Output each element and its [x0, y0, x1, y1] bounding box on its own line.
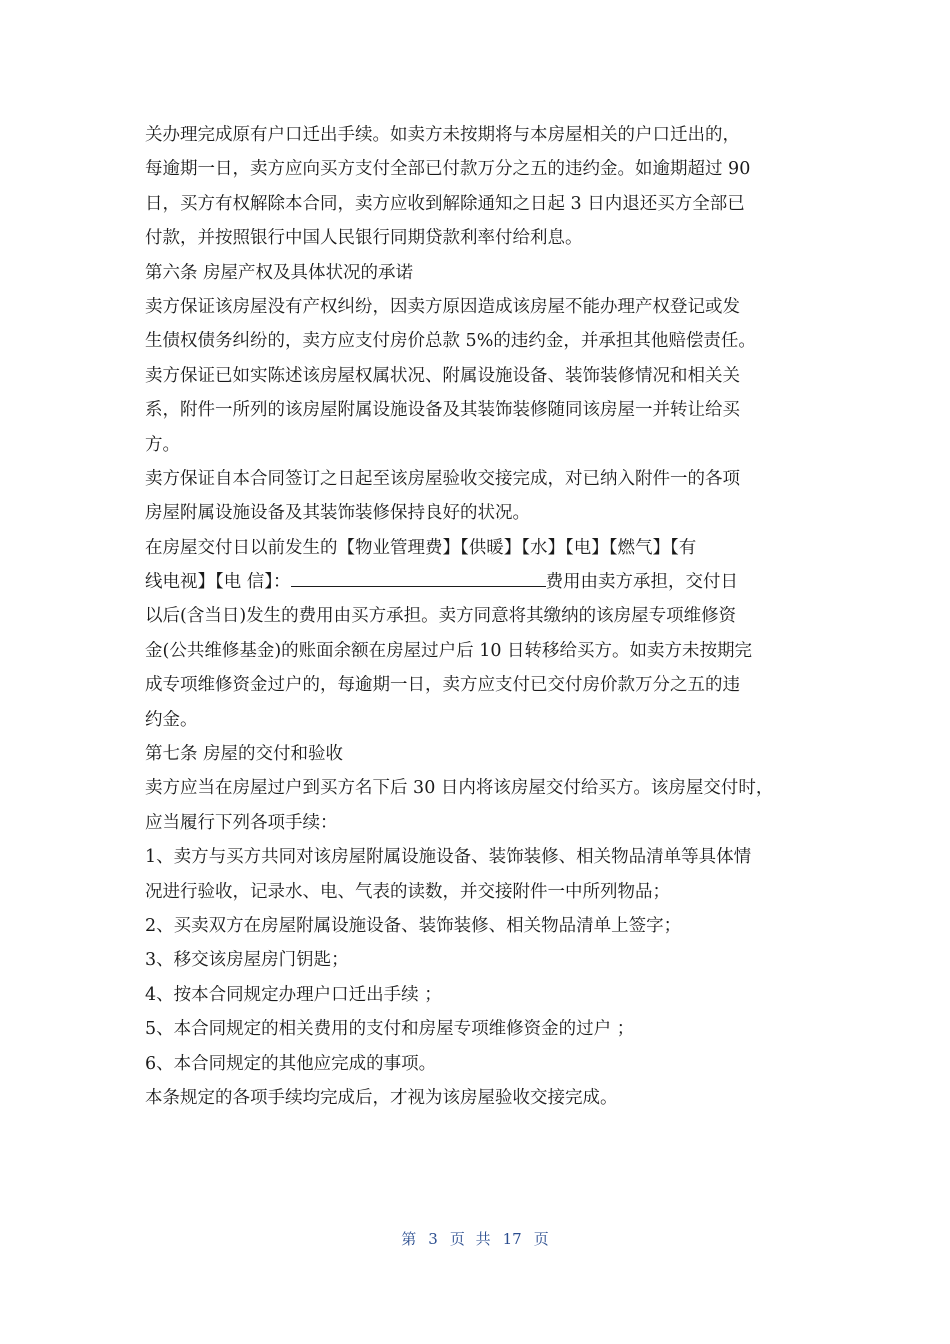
paragraph-line: 付款，并按照银行中国人民银行同期贷款利率付给利息。	[145, 228, 583, 249]
section-heading: 第六条 房屋产权及具体状况的承诺	[145, 262, 414, 283]
paragraph-line: 卖方保证该房屋没有产权纠纷，因卖方原因造成该房屋不能办理产权登记或发	[145, 296, 740, 317]
paragraph-line: 卖方应当在房屋过户到买方名下后 30 日内将该房屋交付给买方。该房屋交付时，	[145, 778, 774, 799]
paragraph-line: 关办理完成原有户口迁出手续。如卖方未按期将与本房屋相关的户口迁出的，	[145, 125, 740, 145]
fill-in-blank	[291, 568, 546, 587]
paragraph-line: 本条规定的各项手续均完成后，才视为该房屋验收交接完成。	[145, 1087, 618, 1108]
paragraph-line-with-blank	[145, 565, 815, 599]
list-item: 况进行验收，记录水、电、气表的读数，并交接附件一中所列物品；	[145, 881, 670, 902]
total-pages-number: 17	[502, 1230, 522, 1248]
paragraph-line: 日，买方有权解除本合同，卖方应收到解除通知之日起 3 日内退还买方全部已	[145, 193, 745, 214]
page-label-mid: 页 共	[449, 1230, 491, 1248]
section-heading: 第七条 房屋的交付和验收	[145, 744, 344, 765]
paragraph-line: 在房屋交付日以前发生的【物业管理费】【供暖】【水】【电】【燃气】【有	[145, 537, 697, 558]
page-label-pre: 第	[401, 1230, 417, 1248]
paragraph-line: 房屋附属设施设备及其装饰装修保持良好的状况。	[145, 503, 530, 524]
paragraph-line: 每逾期一日，卖方应向买方支付全部已付款万分之五的违约金。如逾期超过 90	[145, 159, 751, 180]
text-after-blank: 费用由卖方承担，交付日	[545, 572, 739, 593]
document-body	[145, 118, 815, 1115]
list-item: 5、本合同规定的相关费用的支付和房屋专项维修资金的过户 ；	[145, 1019, 635, 1040]
paragraph-line: 金(公共维修基金)的账面余额在房屋过户后 10 日转移给买方。如卖方未按期完	[145, 640, 753, 661]
paragraph-line: 应当履行下列各项手续：	[145, 812, 338, 833]
paragraph-line: 方。	[145, 434, 180, 455]
page-footer	[0, 1228, 950, 1249]
page-label-post: 页	[533, 1230, 549, 1248]
paragraph-line: 卖方保证已如实陈述该房屋权属状况、附属设施设备、装饰装修情况和相关关	[145, 365, 740, 386]
paragraph-line: 约金。	[145, 709, 198, 730]
paragraph-line: 成专项维修资金过户的，每逾期一日，卖方应支付已交付房价款万分之五的违	[145, 675, 740, 696]
paragraph-line: 生债权债务纠纷的，卖方应支付房价总款 5%的违约金，并承担其他赔偿责任。	[145, 331, 756, 352]
paragraph-line: 以后(含当日)发生的费用由买方承担。卖方同意将其缴纳的该房屋专项维修资	[145, 606, 737, 627]
list-item: 6、本合同规定的其他应完成的事项。	[145, 1053, 437, 1074]
list-item: 1、卖方与买方共同对该房屋附属设施设备、装饰装修、相关物品清单等具体情	[145, 847, 752, 868]
text-before-blank: 线电视】【电 信】：	[145, 572, 291, 593]
paragraph-line: 系，附件一所列的该房屋附属设施设备及其装饰装修随同该房屋一并转让给买	[145, 400, 740, 421]
list-item: 2、买卖双方在房屋附属设施设备、装饰装修、相关物品清单上签字；	[145, 915, 682, 936]
paragraph-line: 卖方保证自本合同签订之日起至该房屋验收交接完成，对已纳入附件一的各项	[145, 468, 740, 489]
list-item: 3、移交该房屋房门钥匙；	[145, 950, 349, 971]
current-page-number: 3	[428, 1230, 438, 1248]
list-item: 4、按本合同规定办理户口迁出手续 ；	[145, 984, 442, 1005]
